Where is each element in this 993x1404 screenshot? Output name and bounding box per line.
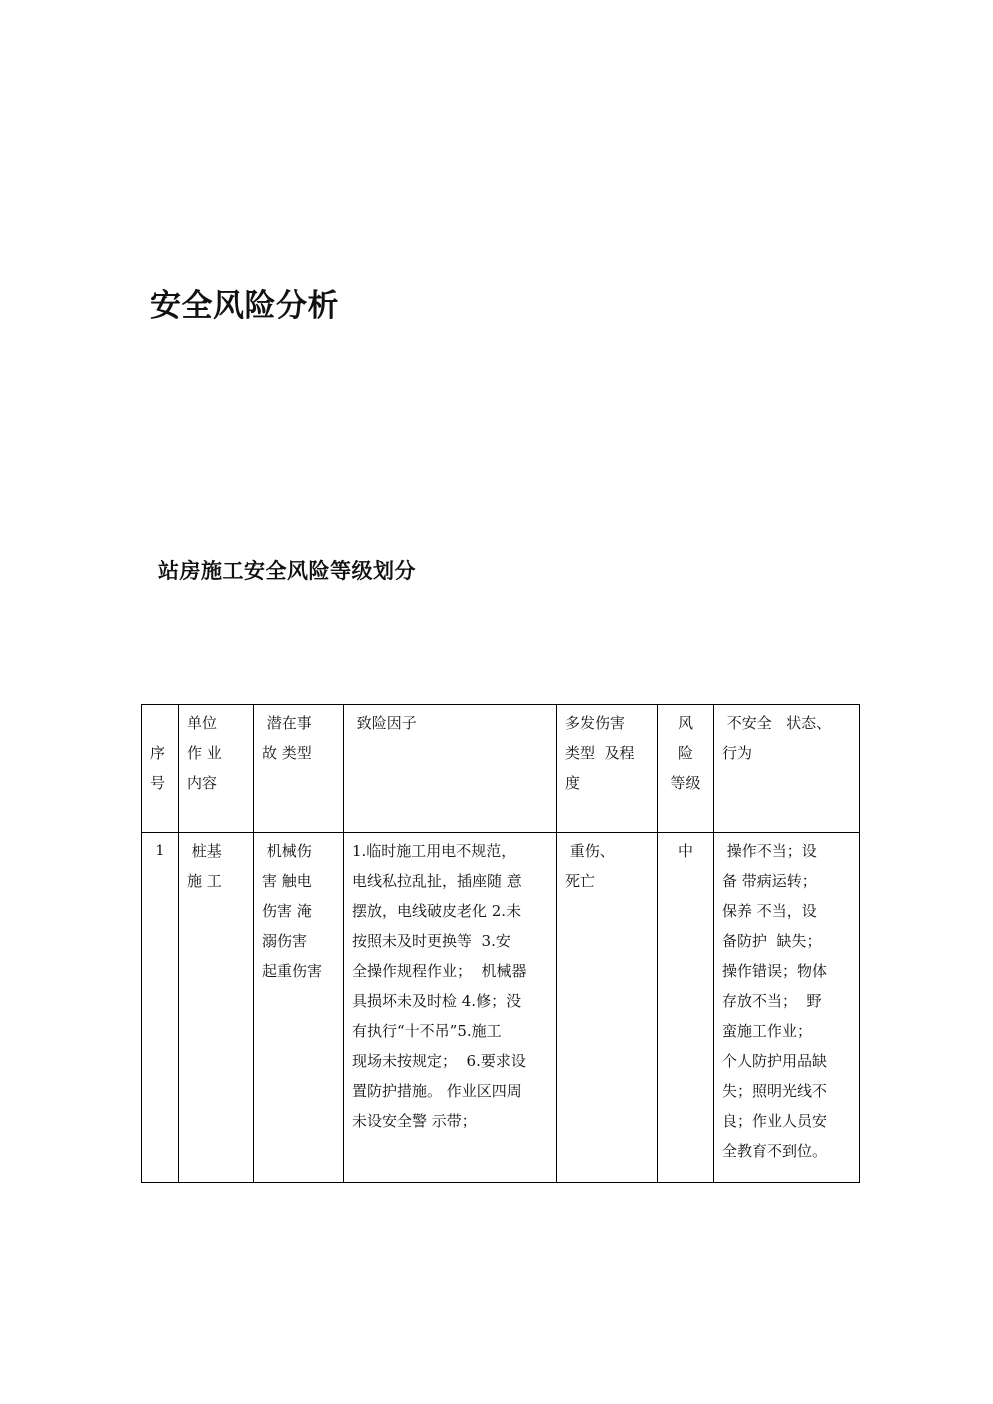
header-unsafe-behavior: 不安全 状态、 行为 <box>714 705 860 833</box>
table-row <box>142 833 860 1183</box>
cell-risk-factors: 1.临时施工用电不规范， 电线私拉乱扯，插座随 意 摆放，电线破皮老化 2.未 按照未及时更换等 3.安 全操作规程作业； 机械器 具损坏未及时检 4.修；没 有执行“十不吊”5.施工 现场未按规定； 6.要求设 置防护措施。 作业区四周 未设安全警 示带； <box>344 833 557 1183</box>
header-risk-factors: 致险因子 <box>344 705 557 833</box>
header-risk-level: 风 险 等级 <box>658 705 714 833</box>
table-title: 站房施工安全风险等级划分 <box>158 558 416 583</box>
cell-potential-accident: 机械伤 害 触电 伤害 淹 溺伤害 起重伤害 <box>254 833 344 1183</box>
header-seq: 序 号 <box>142 705 179 833</box>
cell-unit-work: 桩基 施 工 <box>179 833 254 1183</box>
header-unit-work: 单位 作 业 内容 <box>179 705 254 833</box>
cell-seq: 1 <box>142 833 179 1183</box>
risk-table <box>141 704 860 1183</box>
header-potential-accident: 潜在事 故 类型 <box>254 705 344 833</box>
cell-injury-type: 重伤、 死亡 <box>557 833 658 1183</box>
table-header-row <box>142 705 860 833</box>
cell-risk-level: 中 <box>658 833 714 1183</box>
cell-unsafe-behavior: 操作不当；设 备 带病运转； 保养 不当，设 备防护 缺失； 操作错误；物体 存放不当； 野 蛮施工作业； 个人防护用品缺 失；照明光线不 良；作业人员安 全教育不到位。 <box>714 833 860 1183</box>
header-injury-type: 多发伤害 类型 及程 度 <box>557 705 658 833</box>
document-title: 安全风险分析 <box>150 288 339 324</box>
